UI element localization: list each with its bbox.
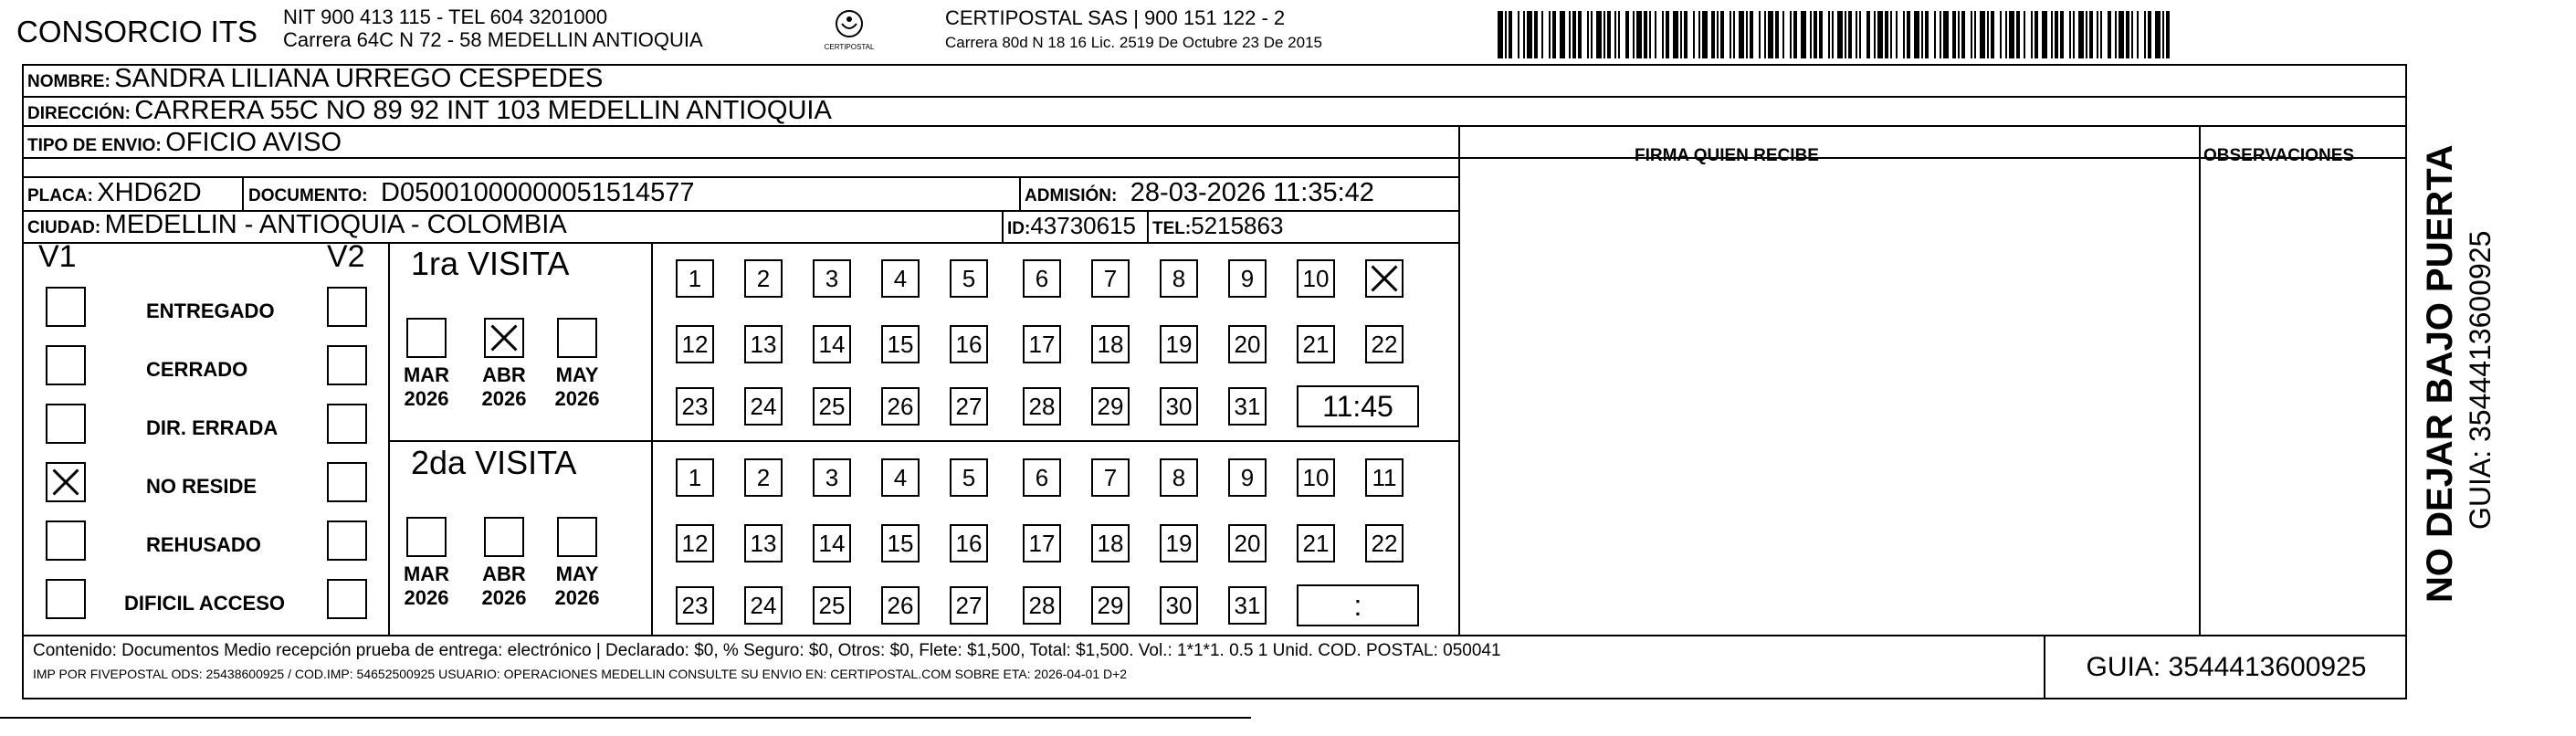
certipostal-logo: [817, 5, 881, 60]
address-row: [27, 96, 832, 126]
phone-field: [1152, 212, 1283, 240]
day-box-23[interactable]: 23: [676, 387, 714, 426]
month-checkbox-may[interactable]: [557, 517, 597, 557]
day-box-28[interactable]: 28: [1023, 586, 1061, 625]
v1-header: V1: [38, 239, 77, 274]
v1-checkbox-no-reside[interactable]: [46, 462, 86, 502]
day-box-31[interactable]: 31: [1228, 387, 1267, 426]
day-box-10[interactable]: 10: [1297, 259, 1335, 298]
company-info: [283, 5, 703, 51]
month-checkbox-may[interactable]: [557, 318, 597, 358]
day-box-25[interactable]: 25: [813, 387, 851, 426]
v1-checkbox-rehusado[interactable]: [46, 520, 86, 561]
day-box-30[interactable]: 30: [1160, 586, 1198, 625]
month-checkbox-abr[interactable]: [484, 318, 524, 358]
delivery-form: [22, 64, 2407, 699]
day-box-22[interactable]: 22: [1365, 325, 1404, 363]
day-box-29[interactable]: 29: [1091, 586, 1130, 625]
day-box-1[interactable]: 1: [676, 458, 714, 497]
day-box-8[interactable]: 8: [1160, 458, 1198, 497]
recipient-address: CARRERA 55C NO 89 92 INT 103 MEDELLIN ANTIOQUIA: [134, 96, 832, 125]
day-box-19[interactable]: 19: [1160, 325, 1198, 363]
documento-label: DOCUMENTO:: [248, 186, 368, 205]
nombre-label: NOMBRE:: [27, 72, 110, 91]
day-box-7[interactable]: 7: [1091, 259, 1130, 298]
day-box-24[interactable]: 24: [744, 387, 783, 426]
status-label: CERRADO: [146, 358, 248, 381]
day-box-27[interactable]: 27: [950, 387, 988, 426]
day-box-26[interactable]: 26: [881, 586, 920, 625]
day-box-1[interactable]: 1: [676, 259, 714, 298]
plate-field: [27, 178, 202, 208]
company-name: CONSORCIO ITS: [16, 15, 258, 48]
signature-header: FIRMA QUIEN RECIBE: [1635, 146, 1819, 165]
status-label: ENTREGADO: [146, 300, 275, 322]
v2-checkbox-cerrado[interactable]: [327, 345, 367, 385]
day-box-26[interactable]: 26: [881, 387, 920, 426]
v2-checkbox-rehusado[interactable]: [327, 520, 367, 561]
month-label: ABR 2026: [481, 563, 527, 609]
day-box-5[interactable]: 5: [950, 259, 988, 298]
day-box-8[interactable]: 8: [1160, 259, 1198, 298]
company-address: Carrera 64C N 72 - 58 MEDELLIN ANTIOQUIA: [283, 28, 703, 51]
day-box-30[interactable]: 30: [1160, 387, 1198, 426]
status-label: REHUSADO: [146, 533, 261, 556]
day-box-22[interactable]: 22: [1365, 524, 1404, 563]
day-box-18[interactable]: 18: [1091, 524, 1130, 563]
day-box-13[interactable]: 13: [744, 524, 783, 563]
v2-checkbox-dificil-acceso[interactable]: [327, 579, 367, 619]
month-label: ABR 2026: [481, 363, 527, 410]
observations-header: OBSERVACIONES: [2203, 146, 2355, 165]
day-box-23[interactable]: 23: [676, 586, 714, 625]
admision-label: ADMISIÓN:: [1025, 186, 1118, 205]
day-box-29[interactable]: 29: [1091, 387, 1130, 426]
document-number: D05001000000051514577: [381, 178, 695, 207]
admission-field: [1025, 178, 1374, 208]
day-box-3[interactable]: 3: [813, 259, 851, 298]
v1-checkbox-dificil-acceso[interactable]: [46, 579, 86, 619]
v2-checkbox-dir-errada[interactable]: [327, 404, 367, 444]
month-checkbox-mar[interactable]: [406, 517, 447, 557]
day-box-6[interactable]: 6: [1023, 259, 1061, 298]
day-box-21[interactable]: 21: [1297, 325, 1335, 363]
day-box-14[interactable]: 14: [813, 524, 851, 563]
direccion-label: DIRECCIÓN:: [27, 104, 131, 123]
nit-line: NIT 900 413 115 - TEL 604 3201000: [283, 5, 608, 28]
day-box-11[interactable]: [1365, 259, 1404, 298]
day-box-4[interactable]: 4: [881, 458, 920, 497]
contents-summary: Contenido: Documentos Medio recepción prueba de entrega: electrónico | Declarado: $0, % Seguro: $0, Otros: $0, Flete: $1,500, Total: $1,500. Vol.: 1*1*1. 0.5 1 Unid. COD. POSTAL: 050041: [33, 641, 1501, 660]
status-label: DIFICIL ACCESO: [124, 592, 286, 615]
id-value: 43730615: [1030, 212, 1137, 239]
day-box-20[interactable]: 20: [1228, 325, 1267, 363]
day-box-7[interactable]: 7: [1091, 458, 1130, 497]
day-box-2[interactable]: 2: [744, 458, 783, 497]
day-box-17[interactable]: 17: [1023, 325, 1061, 363]
print-info: IMP POR FIVEPOSTAL ODS: 25438600925 / COD.IMP: 54652500925 USUARIO: OPERACIONES MEDELLIN CONSULTE SU ENVIO EN: CERTIPOSTAL.COM SOBRE ETA: 2026-04-01 D+2: [33, 667, 1128, 681]
document-field: [248, 178, 695, 208]
day-box-13[interactable]: 13: [744, 325, 783, 363]
shipment-type: OFICIO AVISO: [165, 128, 342, 157]
v1-checkbox-dir-errada[interactable]: [46, 404, 86, 444]
visit-title: 2da VISITA: [411, 444, 577, 481]
tipo-label: TIPO DE ENVIO:: [27, 136, 162, 155]
tel-label: TEL:: [1152, 219, 1192, 238]
day-box-12[interactable]: 12: [676, 524, 714, 563]
id-label: ID:: [1007, 219, 1031, 238]
visit-time[interactable]: :: [1297, 584, 1419, 626]
carrier-info: [945, 5, 1322, 55]
day-box-15[interactable]: 15: [881, 325, 920, 363]
day-box-5[interactable]: 5: [950, 458, 988, 497]
placa-label: PLACA:: [27, 186, 93, 205]
day-box-9[interactable]: 9: [1228, 458, 1267, 497]
day-box-16[interactable]: 16: [950, 524, 988, 563]
month-checkbox-abr[interactable]: [484, 517, 524, 557]
ciudad-label: CIUDAD:: [27, 218, 101, 237]
shipment-type-row: [27, 128, 342, 158]
day-box-10[interactable]: 10: [1297, 458, 1335, 497]
v1-checkbox-entregado[interactable]: [46, 287, 86, 327]
day-box-16[interactable]: 16: [950, 325, 988, 363]
plate-value: XHD62D: [97, 178, 202, 207]
side-guide: GUIA: 3544413600925: [2464, 230, 2497, 530]
divider: [0, 717, 1251, 719]
carrier-address: Carrera 80d N 18 16 Lic. 2519 De Octubre 23 De 2015: [945, 34, 1322, 51]
id-field: [1007, 212, 1136, 240]
month-checkbox-mar[interactable]: [406, 318, 447, 358]
day-box-19[interactable]: 19: [1160, 524, 1198, 563]
day-box-12[interactable]: 12: [676, 325, 714, 363]
day-box-2[interactable]: 2: [744, 259, 783, 298]
day-box-15[interactable]: 15: [881, 524, 920, 563]
v2-checkbox-entregado[interactable]: [327, 287, 367, 327]
day-box-11[interactable]: 11: [1365, 458, 1404, 497]
month-label: MAR 2026: [403, 563, 450, 609]
svg-text:CERTIPOSTAL: CERTIPOSTAL: [824, 43, 875, 51]
day-box-20[interactable]: 20: [1228, 524, 1267, 563]
visit-title: 1ra VISITA: [411, 245, 570, 282]
day-box-18[interactable]: 18: [1091, 325, 1130, 363]
day-box-25[interactable]: 25: [813, 586, 851, 625]
city-field: [27, 210, 567, 240]
v2-checkbox-no-reside[interactable]: [327, 462, 367, 502]
status-label: DIR. ERRADA: [146, 416, 279, 439]
city-value: MEDELLIN - ANTIOQUIA - COLOMBIA: [104, 210, 567, 239]
month-label: MAR 2026: [403, 363, 450, 410]
v1-checkbox-cerrado[interactable]: [46, 345, 86, 385]
recipient-name: SANDRA LILIANA URREGO CESPEDES: [114, 64, 604, 93]
recipient-name-row: [27, 64, 603, 94]
day-box-27[interactable]: 27: [950, 586, 988, 625]
phone-value: 5215863: [1191, 212, 1284, 239]
day-box-14[interactable]: 14: [813, 325, 851, 363]
day-box-21[interactable]: 21: [1297, 524, 1335, 563]
month-label: MAY 2026: [554, 563, 600, 609]
day-box-24[interactable]: 24: [744, 586, 783, 625]
day-box-3[interactable]: 3: [813, 458, 851, 497]
day-box-9[interactable]: 9: [1228, 259, 1267, 298]
day-box-4[interactable]: 4: [881, 259, 920, 298]
day-box-6[interactable]: 6: [1023, 458, 1061, 497]
month-label: MAY 2026: [554, 363, 600, 410]
visit-time[interactable]: 11:45: [1297, 385, 1419, 427]
barcode: [1498, 11, 2182, 58]
side-warning: NO DEJAR BAJO PUERTA: [2420, 144, 2460, 603]
status-label: NO RESIDE: [146, 475, 258, 498]
admission-datetime: 28-03-2026 11:35:42: [1130, 178, 1374, 207]
guide-number: GUIA: 3544413600925: [2044, 635, 2407, 699]
carrier-line: CERTIPOSTAL SAS | 900 151 122 - 2: [945, 6, 1286, 29]
day-box-17[interactable]: 17: [1023, 524, 1061, 563]
v2-header: V2: [327, 239, 365, 274]
day-box-31[interactable]: 31: [1228, 586, 1267, 625]
day-box-28[interactable]: 28: [1023, 387, 1061, 426]
